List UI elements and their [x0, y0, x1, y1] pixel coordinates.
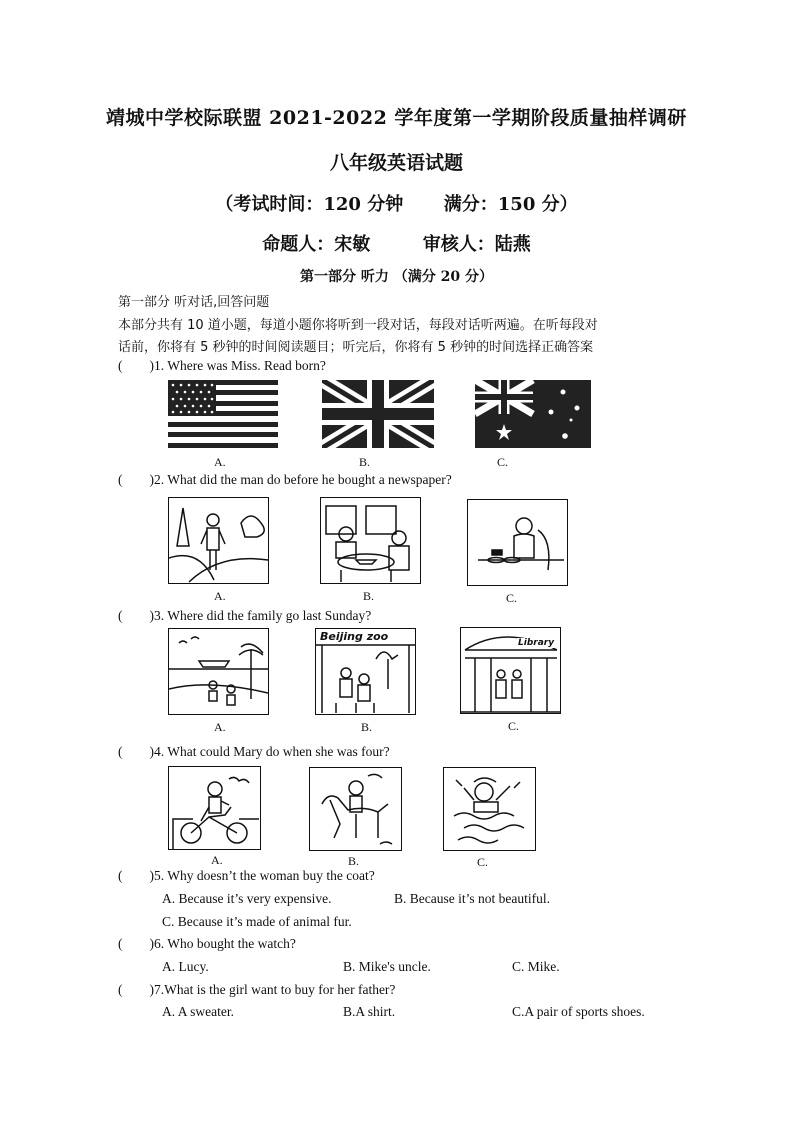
option-5c[interactable]: C. Because it’s made of animal fur.: [162, 914, 352, 929]
section-heading: 第一部分 听力 （满分 20 分）: [300, 269, 493, 285]
question-5: [118, 868, 375, 884]
answer-blank[interactable]: ( ): [118, 868, 154, 883]
option-3c-picture-library: [460, 627, 561, 714]
option-1a-label[interactable]: A.: [214, 455, 226, 469]
question-2: [118, 472, 452, 488]
option-7c[interactable]: C.A pair of sports shoes.: [512, 1004, 645, 1019]
exam-score: 满分：150 分）: [443, 194, 578, 215]
option-3b-picture-zoo: [315, 628, 416, 715]
option-1b-label[interactable]: B.: [359, 455, 371, 469]
exam-author: 命题人：宋敏: [262, 234, 371, 255]
option-5b[interactable]: B. Because it’s not beautiful.: [394, 891, 550, 906]
option-3a-label[interactable]: A.: [214, 720, 226, 734]
option-3c-label[interactable]: C.: [508, 719, 520, 733]
option-7b[interactable]: B.A shirt.: [343, 1004, 396, 1019]
question-4: [118, 744, 390, 760]
option-4c-picture-swimming: [443, 767, 536, 851]
option-3a-picture-beach: [168, 628, 269, 715]
option-1a-us-flag: [168, 380, 278, 448]
answer-blank[interactable]: ( ): [118, 982, 154, 997]
part-heading: 第一部分 听对话,回答问题: [118, 295, 270, 310]
option-4b-picture-horse: [309, 767, 402, 851]
option-4b-label[interactable]: B.: [348, 854, 360, 868]
option-2a-picture-walking: [168, 497, 269, 584]
instructions-line-2: 话前，你将有 5 秒钟的时间阅读题目；听完后，你将有 5 秒钟的时间选择正确答案: [118, 340, 594, 355]
option-1b-uk-flag: [322, 380, 434, 448]
option-7a[interactable]: A. A sweater.: [162, 1004, 234, 1019]
question-3: [118, 608, 371, 624]
instructions-line-1: 本部分共有 10 道小题，每道小题你将听到一段对话，每段对话听两遍。在听每段对: [118, 318, 598, 333]
option-2b-label[interactable]: B.: [363, 589, 375, 603]
option-6c[interactable]: C. Mike.: [512, 959, 560, 974]
option-6b[interactable]: B. Mike's uncle.: [343, 959, 431, 974]
exam-staff: [0, 230, 793, 256]
option-2c-picture-breakfast: [467, 499, 568, 586]
answer-blank[interactable]: ( ): [118, 472, 154, 487]
question-1: [118, 358, 326, 374]
library-sign: Library: [518, 638, 555, 648]
question-5-text: 5. Why doesn’t the woman buy the coat?: [154, 868, 375, 883]
question-1-text: 1. Where was Miss. Read born?: [154, 358, 326, 373]
question-4-text: 4. What could Mary do when she was four?: [154, 744, 390, 759]
exam-subtitle: 八年级英语试题: [329, 152, 463, 174]
question-3-text: 3. Where did the family go last Sunday?: [154, 608, 372, 623]
option-2a-label[interactable]: A.: [214, 589, 226, 603]
answer-blank[interactable]: ( ): [118, 936, 154, 951]
answer-blank[interactable]: ( ): [118, 744, 154, 759]
option-1c-label[interactable]: C.: [497, 455, 509, 469]
exam-title: 靖城中学校际联盟 2021-2022 学年度第一学期阶段质量抽样调研: [106, 107, 687, 129]
exam-reviewer: 审核人：陆燕: [422, 234, 531, 255]
option-4a-picture-cycling: [168, 766, 261, 850]
option-4a-label[interactable]: A.: [211, 853, 223, 867]
option-4c-label[interactable]: C.: [477, 855, 489, 869]
answer-blank[interactable]: ( ): [118, 608, 154, 623]
question-7: [118, 982, 395, 998]
question-2-text: 2. What did the man do before he bought a newspaper?: [154, 472, 452, 487]
exam-time: （考试时间：120 分钟: [215, 194, 404, 215]
zoo-sign: Beijing zoo: [320, 630, 389, 643]
option-2b-picture-restaurant: [320, 497, 421, 584]
question-6-text: 6. Who bought the watch?: [154, 936, 296, 951]
answer-blank[interactable]: ( ): [118, 358, 154, 373]
exam-time-score: [0, 190, 793, 216]
option-3b-label[interactable]: B.: [361, 720, 373, 734]
option-1c-australia-flag: [475, 380, 591, 448]
question-6: [118, 936, 296, 952]
option-5a[interactable]: A. Because it’s very expensive.: [162, 891, 332, 906]
option-6a[interactable]: A. Lucy.: [162, 959, 209, 974]
option-2c-label[interactable]: C.: [506, 591, 518, 605]
question-7-text: 7.What is the girl want to buy for her father?: [154, 982, 396, 997]
